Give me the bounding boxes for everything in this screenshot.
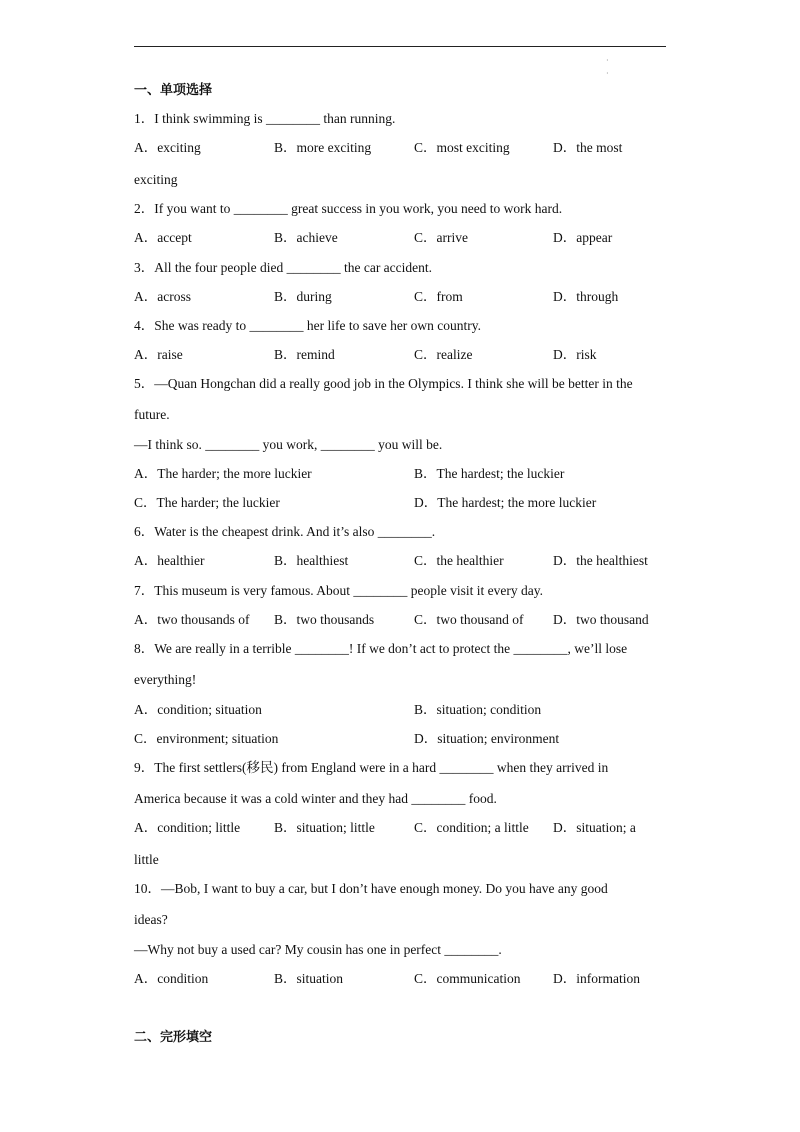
question-stem-line: 7．This museum is very famous. About ________ people visit it every day. bbox=[134, 583, 543, 598]
option-text: two thousand bbox=[576, 612, 649, 627]
answer-option-d bbox=[553, 819, 636, 837]
option-letter: A． bbox=[134, 702, 158, 717]
option-text: two thousands of bbox=[157, 612, 250, 627]
answer-option-a bbox=[134, 288, 191, 306]
answer-option-d bbox=[553, 346, 597, 364]
option-letter: A． bbox=[134, 820, 158, 835]
option-text: the most bbox=[576, 140, 623, 155]
question-stem-line: —Why not buy a used car? My cousin has one in perfect ________. bbox=[134, 942, 502, 957]
question-stem-line: 3．All the four people died ________ the car accident. bbox=[134, 260, 433, 275]
answer-option-a bbox=[134, 229, 192, 247]
option-letter: A． bbox=[134, 553, 158, 568]
option-letter: B． bbox=[274, 140, 297, 155]
header-rule bbox=[134, 46, 666, 47]
option-text: healthiest bbox=[296, 553, 349, 568]
option-text: healthier bbox=[157, 553, 205, 568]
question-stem-line: 4．She was ready to ________ her life to save her own country. bbox=[134, 318, 482, 333]
question-stem-line: 10．—Bob, I want to buy a car, but I don’t have enough money. Do you have any good bbox=[134, 881, 608, 896]
answer-option-b bbox=[274, 611, 374, 629]
option-letter: C． bbox=[414, 553, 437, 568]
option-text: condition; little bbox=[157, 820, 241, 835]
answer-option-b bbox=[274, 288, 332, 306]
option-text: during bbox=[296, 289, 332, 304]
option-letter: C． bbox=[414, 820, 437, 835]
option-text: situation; environment bbox=[437, 731, 560, 746]
section-title-cloze: 二、完形填空 bbox=[134, 1030, 213, 1045]
option-letter: D． bbox=[553, 971, 577, 986]
option-text: environment; situation bbox=[156, 731, 279, 746]
option-letter: D． bbox=[553, 553, 577, 568]
option-text: the healthier bbox=[436, 553, 504, 568]
option-letter: D． bbox=[414, 495, 438, 510]
option-text: two thousands bbox=[296, 612, 375, 627]
option-text: most exciting bbox=[436, 140, 510, 155]
option-letter: D． bbox=[553, 140, 577, 155]
answer-option-a bbox=[134, 819, 240, 837]
option-letter: C． bbox=[414, 140, 437, 155]
option-letter: A． bbox=[134, 140, 158, 155]
option-text: arrive bbox=[436, 230, 468, 245]
answer-option-a bbox=[134, 611, 250, 629]
answer-option-c bbox=[414, 611, 524, 629]
answer-option-c bbox=[414, 346, 472, 364]
option-text: exciting bbox=[157, 140, 201, 155]
question-stem-line: 6．Water is the cheapest drink. And it’s also ________. bbox=[134, 524, 436, 539]
question-stem-line: 2．If you want to ________ great success in you work, you need to work hard. bbox=[134, 201, 563, 216]
option-text: situation; condition bbox=[436, 702, 542, 717]
option-text: The hardest; the luckier bbox=[436, 466, 565, 481]
option-letter: A． bbox=[134, 466, 158, 481]
answer-option-d bbox=[414, 494, 596, 512]
option-text: remind bbox=[296, 347, 335, 362]
option-text: accept bbox=[157, 230, 192, 245]
question-stem-line: 1．I think swimming is ________ than running. bbox=[134, 111, 396, 126]
question-stem-line: 9．The first settlers(移民) from England were in a hard ________ when they arrived in bbox=[134, 760, 609, 775]
option-letter: C． bbox=[414, 230, 437, 245]
answer-option-d bbox=[414, 730, 559, 748]
answer-option-a bbox=[134, 552, 204, 570]
question-stem-line: ideas? bbox=[134, 912, 168, 927]
question-stem-line: everything! bbox=[134, 672, 197, 687]
answer-option-b bbox=[414, 465, 564, 483]
answer-option-a bbox=[134, 139, 201, 157]
answer-option-d bbox=[553, 970, 640, 988]
option-text: from bbox=[436, 289, 463, 304]
answer-option-b bbox=[274, 346, 335, 364]
answer-option-c bbox=[414, 819, 529, 837]
option-letter: A． bbox=[134, 971, 158, 986]
option-letter: B． bbox=[414, 466, 437, 481]
answer-option-d bbox=[553, 229, 612, 247]
option-text: across bbox=[157, 289, 191, 304]
option-letter: D． bbox=[553, 347, 577, 362]
option-text: condition; a little bbox=[436, 820, 529, 835]
option-text: more exciting bbox=[296, 140, 372, 155]
option-text: situation; little bbox=[296, 820, 375, 835]
option-text: appear bbox=[576, 230, 613, 245]
answer-option-b bbox=[414, 701, 541, 719]
option-letter: B． bbox=[274, 971, 297, 986]
question-stem-line: 5．—Quan Hongchan did a really good job in the Olympics. I think she will be better in the bbox=[134, 376, 633, 391]
question-stem-line: America because it was a cold winter and they had ________ food. bbox=[134, 791, 497, 806]
option-text: condition bbox=[157, 971, 209, 986]
option-letter: B． bbox=[274, 230, 297, 245]
option-letter: D． bbox=[553, 820, 577, 835]
option-text: risk bbox=[576, 347, 597, 362]
answer-option-b bbox=[274, 819, 375, 837]
section-title-single-choice: 一、单项选择 bbox=[134, 83, 213, 98]
option-text: The hardest; the more luckier bbox=[437, 495, 597, 510]
option-text: achieve bbox=[296, 230, 338, 245]
answer-option-d bbox=[553, 611, 649, 629]
option-text: condition; situation bbox=[157, 702, 262, 717]
answer-option-a bbox=[134, 465, 312, 483]
option-text: communication bbox=[436, 971, 521, 986]
option-text: two thousand of bbox=[436, 612, 524, 627]
option-text: the healthiest bbox=[576, 553, 648, 568]
option-letter: C． bbox=[414, 289, 437, 304]
answer-option-c bbox=[414, 139, 510, 157]
answer-option-c bbox=[414, 288, 463, 306]
question-stem-line: 8．We are really in a terrible ________! If we don’t act to protect the ________, we’ll lose bbox=[134, 641, 628, 656]
answer-option-c bbox=[134, 730, 278, 748]
answer-option-d bbox=[553, 552, 648, 570]
answer-option-b bbox=[274, 552, 348, 570]
question-stem-line: future. bbox=[134, 407, 170, 422]
option-letter: B． bbox=[414, 702, 437, 717]
option-letter: C． bbox=[134, 495, 157, 510]
option-text: information bbox=[576, 971, 640, 986]
option-wrap-line: little bbox=[134, 852, 159, 867]
option-letter: D． bbox=[553, 230, 577, 245]
option-letter: D． bbox=[414, 731, 438, 746]
page-mark-dot: · bbox=[606, 69, 609, 78]
option-letter: B． bbox=[274, 289, 297, 304]
option-text: situation bbox=[296, 971, 344, 986]
answer-option-d bbox=[553, 139, 622, 157]
option-letter: B． bbox=[274, 347, 297, 362]
option-text: The harder; the luckier bbox=[156, 495, 280, 510]
option-letter: A． bbox=[134, 289, 158, 304]
answer-option-b bbox=[274, 229, 338, 247]
question-stem-line: —I think so. ________ you work, ________ you will be. bbox=[134, 437, 443, 452]
option-letter: D． bbox=[553, 289, 577, 304]
option-text: realize bbox=[436, 347, 473, 362]
option-letter: C． bbox=[414, 612, 437, 627]
answer-option-c bbox=[414, 970, 521, 988]
option-letter: D． bbox=[553, 612, 577, 627]
answer-option-a bbox=[134, 701, 262, 719]
option-letter: A． bbox=[134, 612, 158, 627]
option-wrap-line: exciting bbox=[134, 172, 178, 187]
option-letter: B． bbox=[274, 553, 297, 568]
option-letter: B． bbox=[274, 820, 297, 835]
option-text: situation; a bbox=[576, 820, 636, 835]
option-letter: C． bbox=[414, 347, 437, 362]
option-letter: A． bbox=[134, 230, 158, 245]
option-text: through bbox=[576, 289, 619, 304]
option-letter: A． bbox=[134, 347, 158, 362]
option-letter: C． bbox=[414, 971, 437, 986]
answer-option-b bbox=[274, 970, 343, 988]
option-letter: C． bbox=[134, 731, 157, 746]
page-mark-dot: · bbox=[606, 56, 609, 65]
answer-option-a bbox=[134, 970, 208, 988]
answer-option-c bbox=[414, 552, 504, 570]
answer-option-c bbox=[134, 494, 280, 512]
answer-option-c bbox=[414, 229, 468, 247]
answer-option-d bbox=[553, 288, 618, 306]
answer-option-a bbox=[134, 346, 183, 364]
option-text: raise bbox=[157, 347, 183, 362]
answer-option-b bbox=[274, 139, 371, 157]
option-text: The harder; the more luckier bbox=[157, 466, 312, 481]
option-letter: B． bbox=[274, 612, 297, 627]
